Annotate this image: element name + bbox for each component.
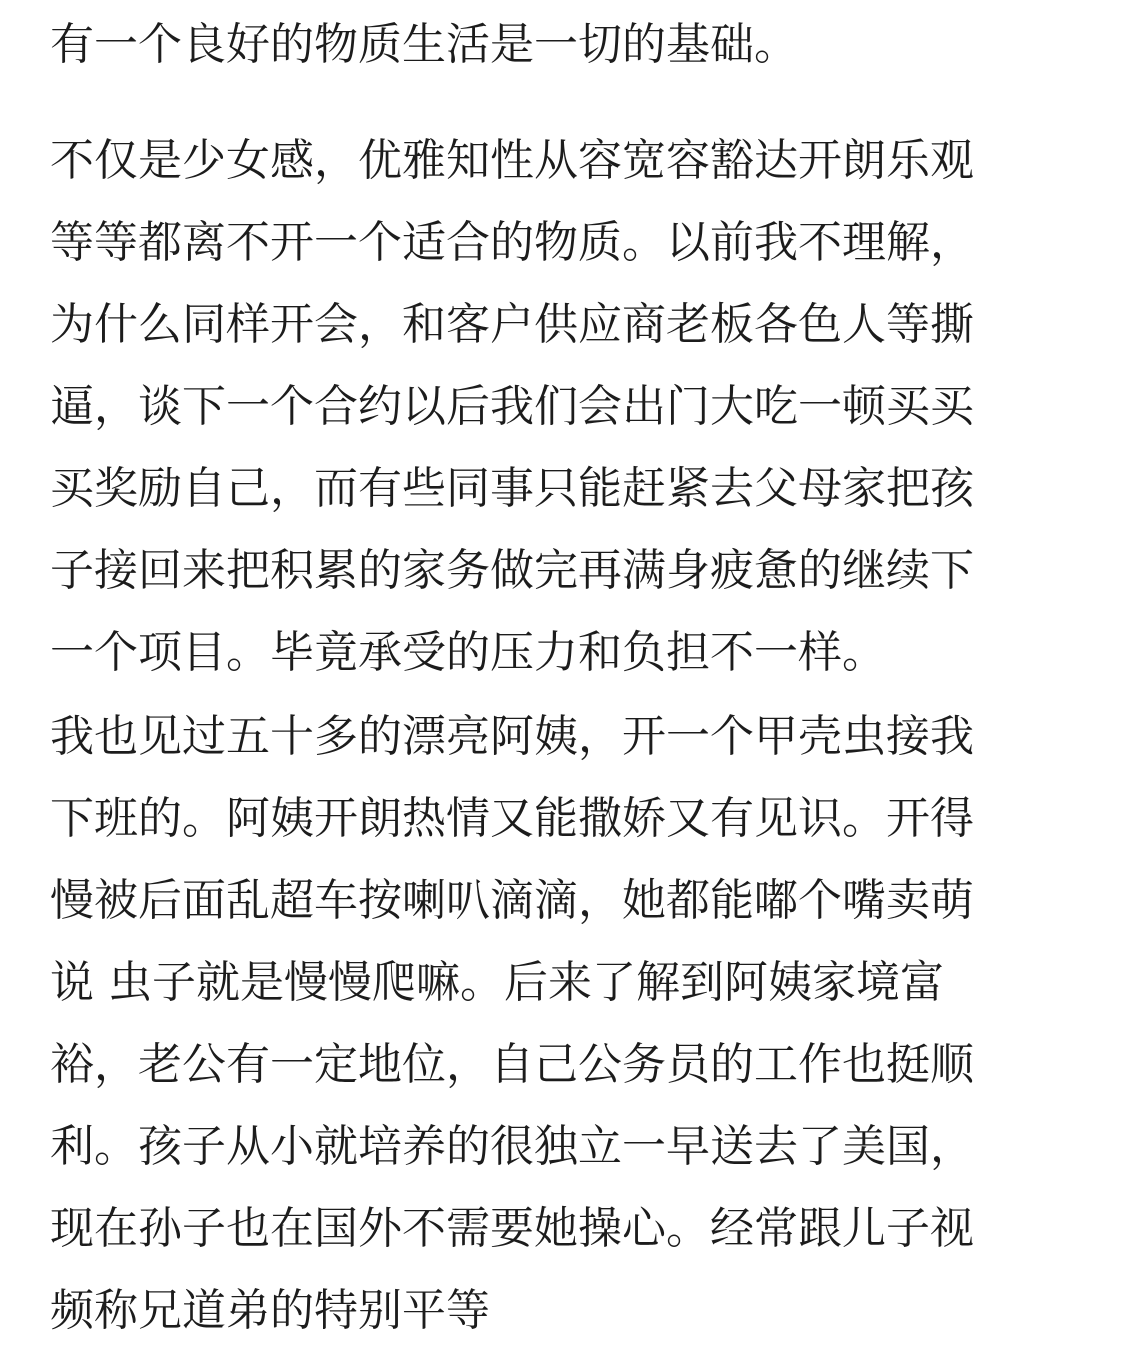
text-line: 说 虫子就是慢慢爬嘛。后来了解到阿姨家境富 (50, 957, 944, 1008)
text-line: 下班的。阿姨开朗热情又能撒娇又有见识。开得 (50, 793, 974, 844)
paragraph-2 (50, 120, 974, 694)
text-line: 子接回来把积累的家务做完再满身疲惫的继续下 (50, 545, 974, 596)
text-line: 利。孩子从小就培养的很独立一早送去了美国， (50, 1121, 974, 1172)
text-line: 逼，谈下一个合约以后我们会出门大吃一顿买买 (50, 381, 974, 432)
paragraph-3 (50, 696, 974, 1352)
paragraph-1 (50, 4, 798, 86)
text-line: 频称兄道弟的特别平等 (50, 1285, 490, 1336)
text-line: 一个项目。毕竟承受的压力和负担不一样。 (50, 627, 886, 678)
text-line: 买奖励自己，而有些同事只能赶紧去父母家把孩 (50, 463, 974, 514)
text-line: 现在孙子也在国外不需要她操心。经常跟儿子视 (50, 1203, 974, 1254)
text-line: 等等都离不开一个适合的物质。以前我不理解， (50, 217, 974, 268)
text-line: 裕，老公有一定地位，自己公务员的工作也挺顺 (50, 1039, 974, 1090)
text-line: 慢被后面乱超车按喇叭滴滴，她都能嘟个嘴卖萌 (50, 875, 974, 926)
text-line: 不仅是少女感，优雅知性从容宽容豁达开朗乐观 (50, 135, 974, 186)
text-line: 有一个良好的物质生活是一切的基础。 (50, 19, 798, 70)
text-line: 为什么同样开会，和客户供应商老板各色人等撕 (50, 299, 974, 350)
text-line: 我也见过五十多的漂亮阿姨，开一个甲壳虫接我 (50, 711, 974, 762)
